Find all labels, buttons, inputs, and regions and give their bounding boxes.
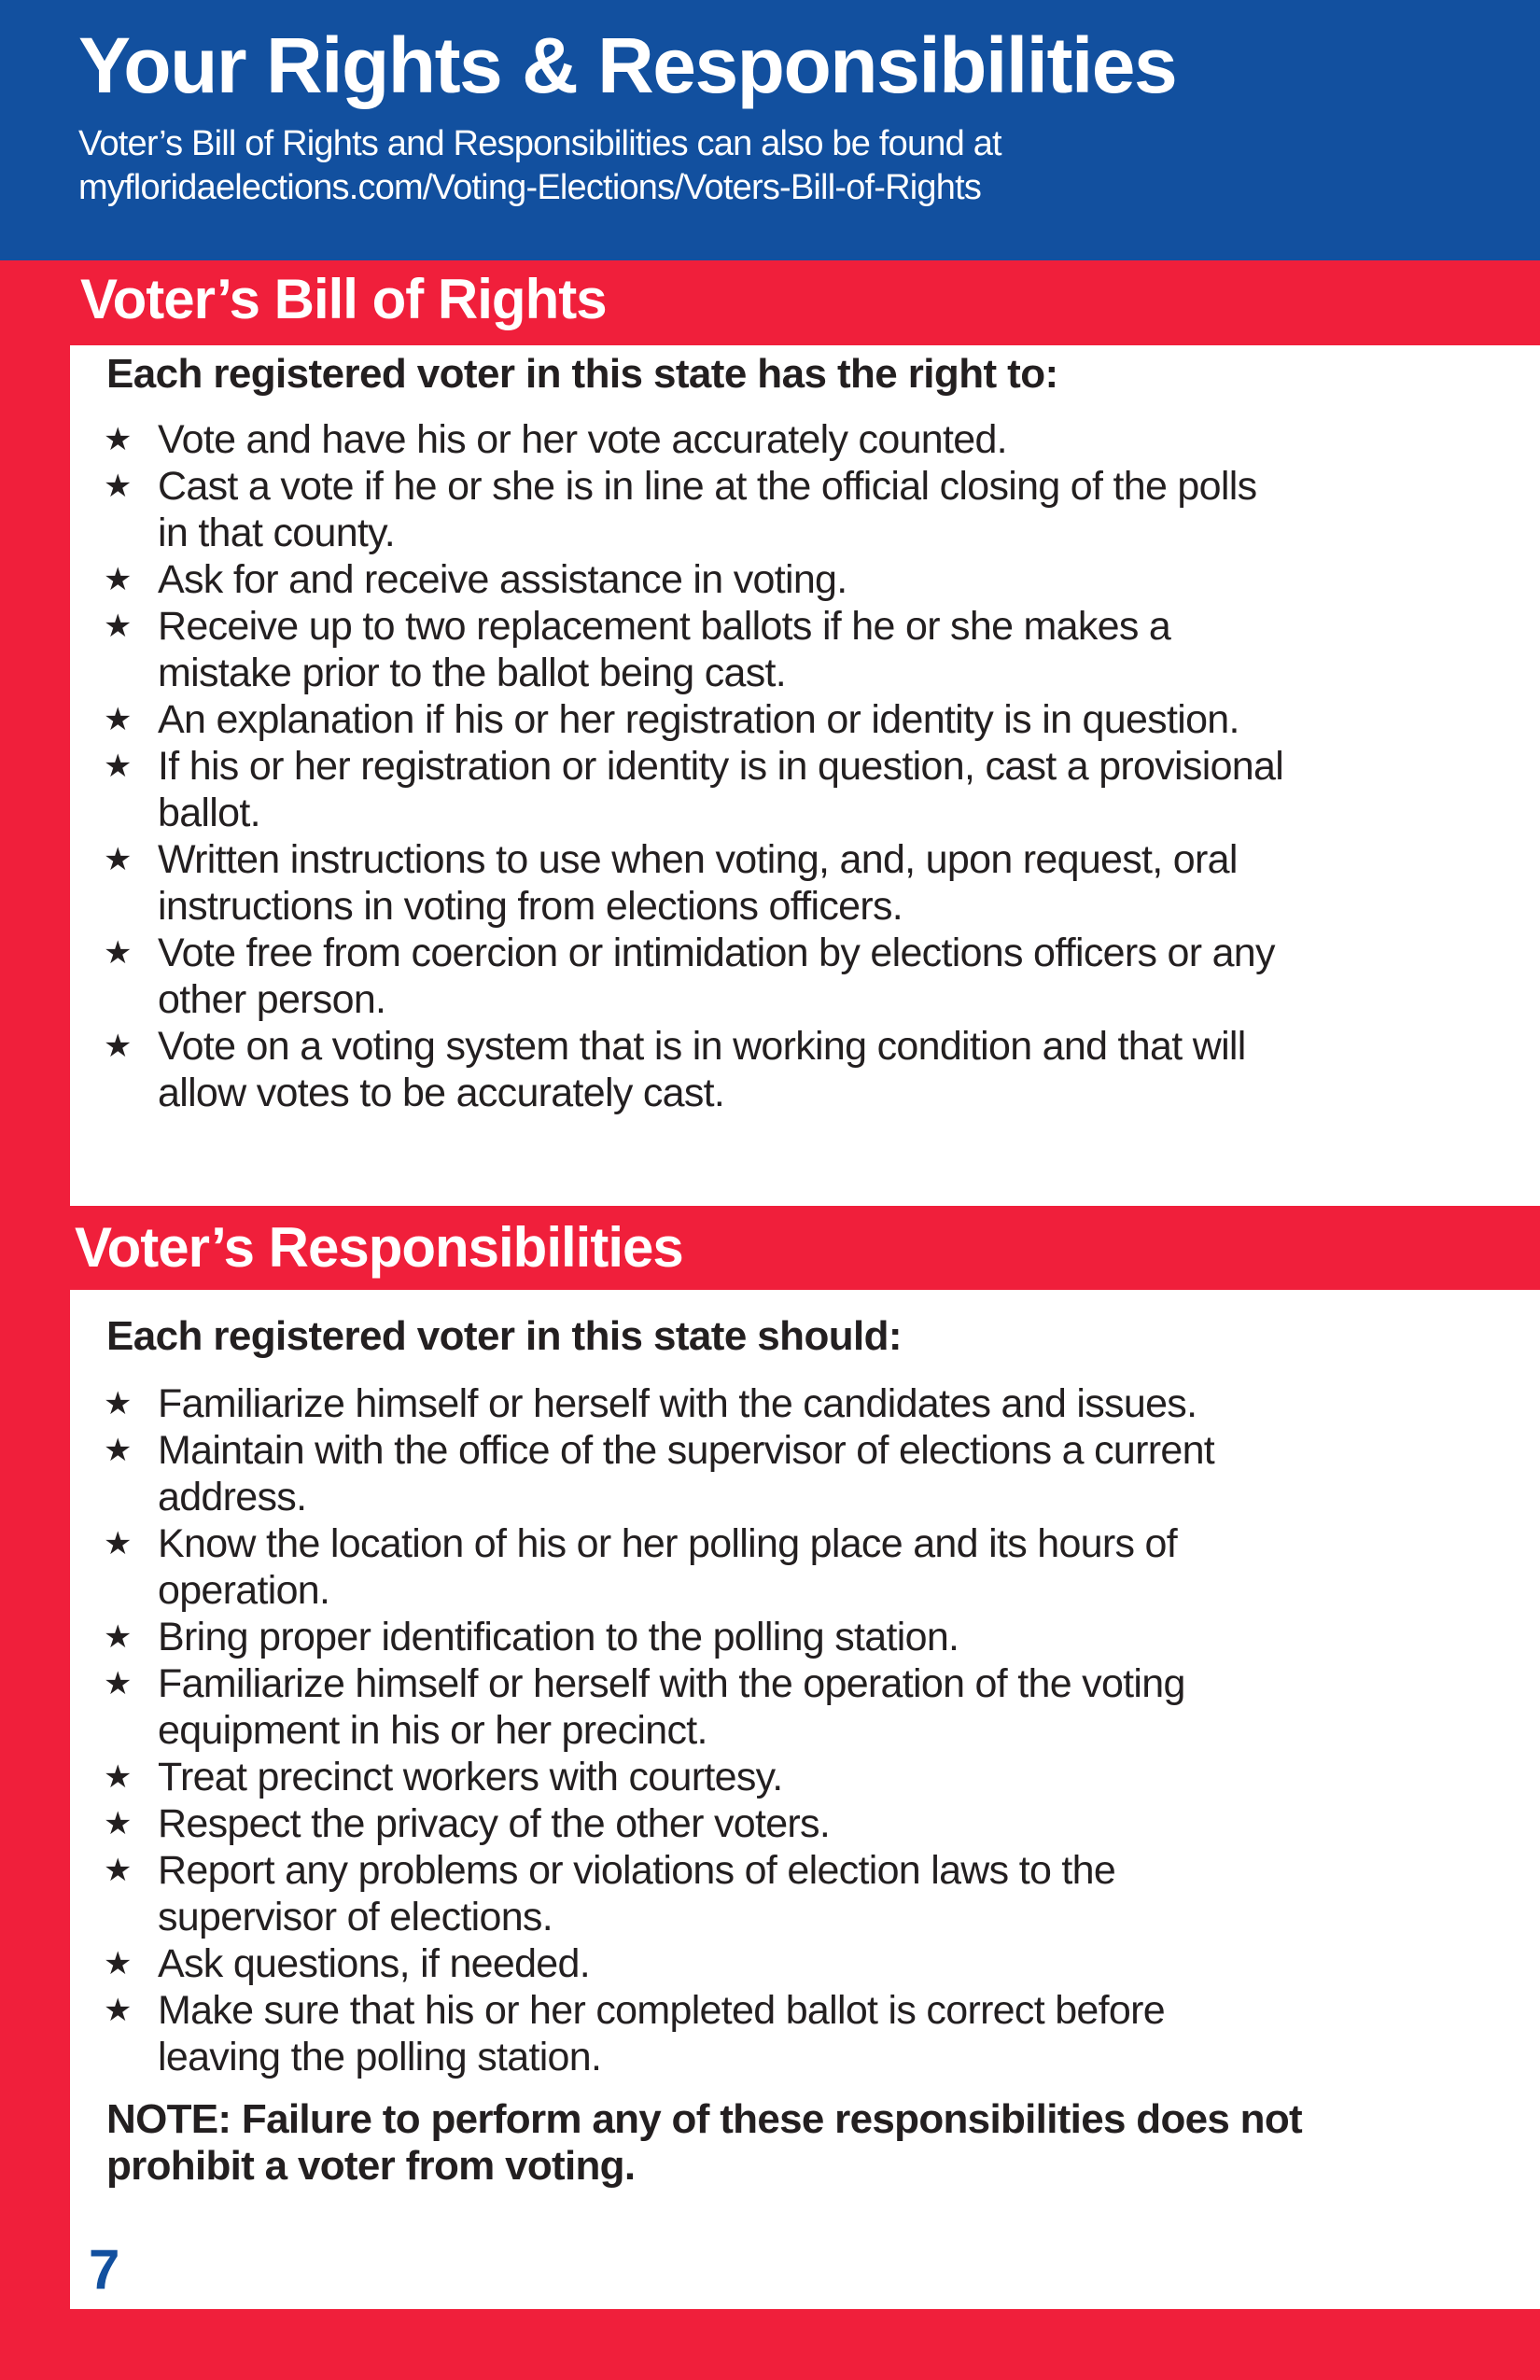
list-item-text: in that county.: [158, 511, 396, 555]
list-item: [70, 836, 1540, 930]
list-item-text: leaving the polling station.: [158, 2035, 602, 2079]
star-icon: ★: [104, 1993, 133, 2028]
list-item: [70, 1847, 1540, 1940]
star-icon: ★: [104, 562, 133, 597]
list-item-text: If his or her registration or identity is in question, cast a provisional: [158, 744, 1284, 789]
page-title: Your Rights & Responsibilities: [78, 21, 1177, 109]
list-item-text: Receive up to two replacement ballots if he or she makes a: [158, 604, 1171, 649]
rights-list: [70, 416, 1540, 1116]
list-item-text: allow votes to be accurately cast.: [158, 1071, 725, 1115]
star-icon: ★: [104, 1029, 133, 1064]
list-item-text: Treat precinct workers with courtesy.: [158, 1755, 783, 1799]
star-icon: ★: [104, 1946, 133, 1981]
star-icon: ★: [104, 935, 133, 971]
list-item-text: Know the location of his or her polling place and its hours of: [158, 1521, 1178, 1566]
list-item: [70, 463, 1540, 556]
star-icon: ★: [104, 1806, 133, 1841]
rights-intro: Each registered voter in this state has the right to:: [106, 351, 1058, 397]
list-item-text: mistake prior to the ballot being cast.: [158, 651, 787, 695]
list-item: [70, 1380, 1540, 1427]
list-item-text: Vote on a voting system that is in working condition and that will: [158, 1024, 1246, 1069]
list-item-text: Report any problems or violations of election laws to the: [158, 1848, 1116, 1893]
rights-panel: [70, 345, 1540, 1206]
list-item: [70, 1023, 1540, 1116]
list-item-text: Cast a vote if he or she is in line at the official closing of the polls: [158, 464, 1257, 509]
list-item-text: Vote free from coercion or intimidation by elections officers or any: [158, 931, 1275, 975]
list-item-text: Maintain with the office of the supervisor of elections a current: [158, 1428, 1215, 1473]
star-icon: ★: [104, 1433, 133, 1468]
list-item-text: address.: [158, 1475, 307, 1519]
responsibilities-panel: [70, 1290, 1540, 2309]
rights-heading: Voter’s Bill of Rights: [80, 268, 607, 330]
list-item: [70, 1754, 1540, 1800]
star-icon: ★: [104, 1526, 133, 1561]
subtitle-url: myfloridaelections.com/Voting-Elections/Voters-Bill-of-Rights: [78, 168, 982, 207]
star-icon: ★: [104, 1666, 133, 1701]
star-icon: ★: [104, 422, 133, 457]
list-item: [70, 930, 1540, 1023]
subtitle: Voter’s Bill of Rights and Responsibilities can also be found at: [78, 124, 1001, 163]
star-icon: ★: [104, 842, 133, 877]
list-item-text: other person.: [158, 977, 386, 1022]
list-item-text: Familiarize himself or herself with the operation of the voting: [158, 1661, 1185, 1706]
list-item-text: ballot.: [158, 791, 260, 835]
responsibilities-list: [70, 1380, 1540, 2080]
list-item-text: Familiarize himself or herself with the candidates and issues.: [158, 1381, 1197, 1426]
responsibilities-heading: Voter’s Responsibilities: [75, 1216, 683, 1279]
list-item-text: Make sure that his or her completed ballot is correct before: [158, 1988, 1165, 2033]
list-item-text: Vote and have his or her vote accurately counted.: [158, 417, 1007, 462]
star-icon: ★: [104, 1853, 133, 1888]
note-line: NOTE: Failure to perform any of these responsibilities does not: [106, 2096, 1302, 2142]
list-item: [70, 556, 1540, 603]
list-item: [70, 1520, 1540, 1614]
note-line: prohibit a voter from voting.: [106, 2143, 636, 2189]
star-icon: ★: [104, 609, 133, 644]
page-header: [0, 0, 1540, 260]
star-icon: ★: [104, 1386, 133, 1421]
list-item: [70, 416, 1540, 463]
list-item: [70, 1940, 1540, 1987]
star-icon: ★: [104, 1759, 133, 1795]
list-item-text: Ask for and receive assistance in voting.: [158, 557, 847, 602]
list-item: [70, 696, 1540, 743]
list-item: [70, 1660, 1540, 1754]
list-item-text: Respect the privacy of the other voters.: [158, 1801, 831, 1846]
responsibilities-intro: Each registered voter in this state should:: [106, 1313, 902, 1359]
list-item: [70, 603, 1540, 696]
star-icon: ★: [104, 749, 133, 784]
list-item-text: supervisor of elections.: [158, 1895, 553, 1939]
star-icon: ★: [104, 1619, 133, 1655]
list-item-text: Ask questions, if needed.: [158, 1941, 590, 1986]
list-item-text: instructions in voting from elections officers.: [158, 884, 903, 929]
list-item: [70, 1800, 1540, 1847]
list-item-text: equipment in his or her precinct.: [158, 1708, 707, 1753]
list-item: [70, 1427, 1540, 1520]
list-item-text: An explanation if his or her registration or identity is in question.: [158, 697, 1239, 742]
list-item: [70, 1614, 1540, 1660]
star-icon: ★: [104, 469, 133, 504]
list-item: [70, 743, 1540, 836]
list-item: [70, 1987, 1540, 2080]
star-icon: ★: [104, 702, 133, 737]
list-item-text: operation.: [158, 1568, 330, 1613]
list-item-text: Bring proper identification to the polling station.: [158, 1615, 959, 1659]
page-number: 7: [89, 2238, 120, 2301]
note: [106, 2096, 1302, 2190]
list-item-text: Written instructions to use when voting, and, upon request, oral: [158, 837, 1238, 882]
